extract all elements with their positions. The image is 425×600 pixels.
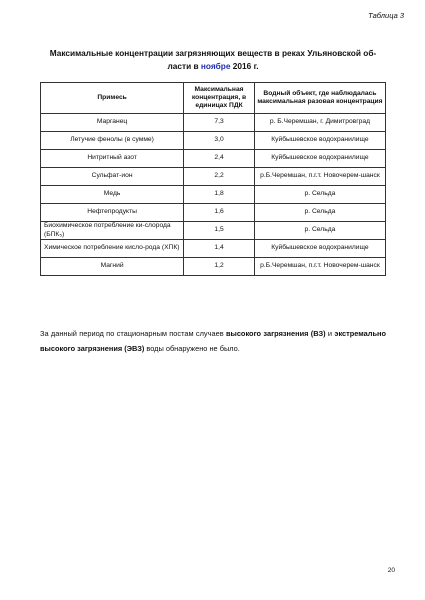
table-row <box>41 258 386 276</box>
table-row <box>41 186 386 204</box>
cell-substance: Биохимическое потребление ки-слорода (БПК₅) <box>41 222 184 240</box>
cell-value: 1,2 <box>184 258 255 276</box>
title-line-1: Максимальные концентрации загрязняющих веществ в реках Ульяновской об- <box>49 48 377 58</box>
table-label: Таблица 3 <box>368 11 404 20</box>
cell-value: 2,2 <box>184 168 255 186</box>
footer-bold-vz: высокого загрязнения (ВЗ) <box>225 329 326 338</box>
cell-water-object: Куйбышевское водохранилище <box>254 150 385 168</box>
table-row <box>41 240 386 258</box>
cell-value: 1,8 <box>184 186 255 204</box>
page-title <box>40 47 386 73</box>
table-row <box>41 150 386 168</box>
cell-substance: Медь <box>41 186 184 204</box>
title-month: ноябре <box>200 61 231 71</box>
header-substance: Примесь <box>41 83 184 114</box>
cell-value: 7,3 <box>184 114 255 132</box>
cell-value: 1,4 <box>184 240 255 258</box>
page-number: 20 <box>387 567 395 574</box>
footer-bold-evz: экстремально высокого загрязнения (ЭВЗ) <box>40 329 386 353</box>
cell-substance: Магний <box>41 258 184 276</box>
cell-substance: Сульфат-ион <box>41 168 184 186</box>
footer-paragraph <box>40 327 386 356</box>
cell-substance: Летучие фенолы (в сумме) <box>41 132 184 150</box>
cell-water-object: р.Б.Черемшан, п.г.т. Новочерем-шанск <box>254 168 385 186</box>
cell-substance: Нитритный азот <box>41 150 184 168</box>
title-line-2-start: ласти в <box>167 61 201 71</box>
table-row <box>41 114 386 132</box>
cell-water-object: Куйбышевское водохранилище <box>254 132 385 150</box>
table-row <box>41 204 386 222</box>
header-concentration: Максимальная концентрация, в единицах ПДК <box>184 83 255 114</box>
footer-text-2: и <box>325 329 335 338</box>
table-header-row <box>41 83 386 114</box>
cell-value: 3,0 <box>184 132 255 150</box>
title-line-2 <box>40 60 386 73</box>
cell-water-object: р. Сельда <box>254 222 385 240</box>
header-water-object: Водный объект, где наблюдалась максимальная разовая концентрация <box>254 83 385 114</box>
cell-substance: Нефтепродукты <box>41 204 184 222</box>
table-row <box>41 132 386 150</box>
concentration-table <box>40 82 386 276</box>
cell-value: 1,5 <box>184 222 255 240</box>
cell-water-object: р. Сельда <box>254 186 385 204</box>
footer-text-3: воды обнаружено не было. <box>144 343 240 353</box>
cell-water-object: р.Б.Черемшан, п.г.т. Новочерем-шанск <box>254 258 385 276</box>
cell-water-object: Куйбышевское водохранилище <box>254 240 385 258</box>
cell-water-object: р. Б.Черемшан, г. Димитровград <box>254 114 385 132</box>
footer-text-1: За данный период по стационарным постам случаев <box>40 329 226 338</box>
cell-water-object: р. Сельда <box>254 204 385 222</box>
cell-value: 1,6 <box>184 204 255 222</box>
title-line-2-end: 2016 г. <box>230 61 259 71</box>
cell-substance: Химическое потребление кисло-рода (ХПК) <box>41 240 184 258</box>
table-row <box>41 222 386 240</box>
cell-substance: Марганец <box>41 114 184 132</box>
table-row <box>41 168 386 186</box>
cell-value: 2,4 <box>184 150 255 168</box>
